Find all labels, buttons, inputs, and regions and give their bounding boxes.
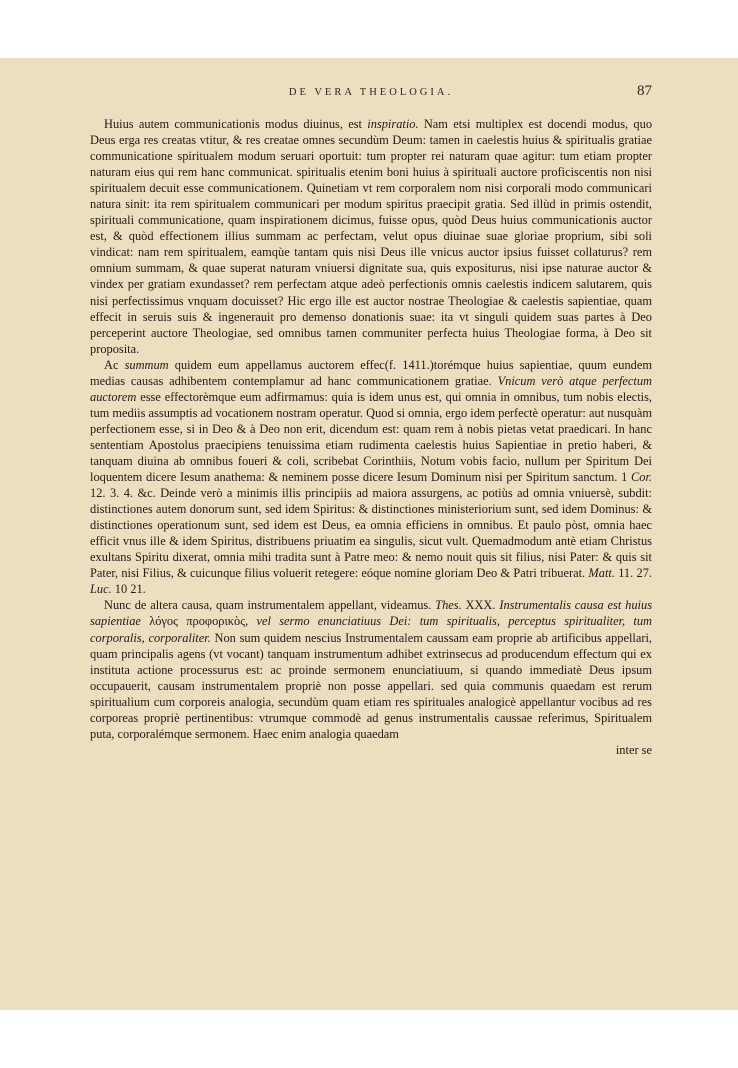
text-run: esse effectorèmque eum adfirmamus: quia is idem unus est, qui omnia in omnibus, tum nobis electis, tum mediis assumptis ad vocationem nostram operatur. Quod si omnia, ergo idem perfectè operatur: aut nusquàm perfectionem esse, si in Deo & à Deo non erit, dicendum est: quam rem à nobis pietas vetat praedicari. In hanc sententiam Apostolus praecipiens tenuissima etiam rudimenta caelestis huius Sapientiae in pretio haberi, & tanquam diuina ab omnibus foueri & coli, scribebat Corinthiis, Notum vobis facio, nullum per Spiritum Dei loquentem dicere Iesum anathema: & neminem posse dicere Iesum Dominum nisi per Spiritum sanctum. 1 (90, 389, 652, 485)
text-run: 10 21. (111, 582, 146, 597)
paragraph-1 (90, 116, 652, 357)
italic-term: inspiratio. (367, 117, 419, 131)
citation: Thes. (435, 598, 462, 613)
italic-term: summum (124, 357, 169, 372)
text-run: 11. 27. (614, 566, 652, 581)
paragraph-3 (90, 597, 652, 741)
page-number: 87 (637, 83, 652, 99)
paragraph-2 (90, 357, 652, 598)
running-title: DE VERA THEOLOGIA. (288, 87, 454, 98)
text-run: Nam etsi multiplex est docendi modus, quo Deus erga res creatas vtitur, & res creatae omnes secundùm Deum: tamen in caelestis huius & spiritualis gratiae communicatione spiritualem modum seruari oportuit: tum propter rei naturam quae agitur: tum etiam propter naturam eius qui rem hanc communicat. spiritualis etenim boni huius à spirituali auctore proficiscentis non nisi spiritualem decuit esse communicationem. Quinetiam vt rem corporalem nom nisi corporali modo communicari natura sinit: ita rem spiritualem communicari per modum spiritus praecipit gratia. Sed illùd in primis ostendit, spirituali communicatione, quam inspirationem dicimus, fuisse opus, quòd Deus huius communicationis auctor est, & quòd effectionem illius summam ac perfectam, velut opus diuinae suae gloriae proprium, sibi soli vindicat: nam rem spiritualem, eamqùe tantam quis nisi Deus ille vnicus auctor ipsius fuisset collaturus? rem omnium summam, & quae superat naturam vniuersi dignitate sua, quis expositurus, nisi ipse naturae auctor & vindex per gratiam exundasset? rem perfectam atque adeò perfectionis omnis caelestis indicem salutarem, quis nisi perfectissimus vnquam docuisset? Hic ergo ille est auctor nostrae Theologiae & caelestis sapientiae, quam effecit in seruis suis & ingenerauit pro demenso donationis suae: ita vt singuli quidem suas partes à Deo perceperint auctore Theologiae, sed omnibus tamen communiter perfecta huius Theologiae forma, à Deo sit proposita. (90, 117, 653, 356)
thesis-statement: Instrumentalis causa est huius sapientiae (90, 598, 653, 629)
text-run: Huius autem communicationis modus diuinus, est (104, 117, 368, 131)
text-run: 12. 3. 4. &c. Deinde verò a minimis illis principiis ad maiora assurgens, ac potiùs ad omnia vniuersè, subdit: distinctiones autem donorum sunt, sed idem Spiritus: & distinctiones ministeriorium sunt, sed idem Dominus: & distinctiones operationum sunt, sed idem est Deus, ea omnia efficiens in omnibus. Et paulo pòst, omnia haec efficit vnus ille & idem Spiritus, distribuens priuatim ea singulis, sicut vult. Quemadmodum antè etiam Christus exultans Spiritu dixerat, omnia mihi tradita sunt à Patre meo: & nemo nouit quis sit filius, nisi Pater: & quis sit Pater, nisi Filius, & cuicunque filius voluerit retegere: eóque nomine gloriam Deo & Patri tribuerat. (90, 486, 652, 581)
page-header (90, 85, 652, 103)
thesis-statement: vel sermo enunciatiuus Dei: tum spiritualis, perceptus spiritualiter, tum corporalis, corporaliter. (90, 614, 653, 645)
text-run: Ac (104, 357, 125, 372)
citation: Cor. (630, 470, 652, 485)
text-run: Nunc de altera causa, quam instrumentalem appellant, videamus. (104, 598, 436, 613)
italic-term: Vnicum verò atque perfectum auctorem (90, 373, 652, 404)
text-run: Non sum quidem nescius Instrumentalem caussam eam proprie ab artificibus appellari, quam principalis agens (vt vocant) tanquam instrumentum adhibet extrinsecus ad producendum effectum qui ex instituta actione processurus est: ac proinde sermonem enunciatiuum, si quando immediatè Deus ipsum occupauerit, causam instrumentalem propriè non posse appellari. sed quia communis quaedam est rerum spiritualium cum corporeis analogia, secundùm quam etiam res spirituales analogicè appellantur vocibus ad res corporeas propriè pertinentibus: vtrumque commodè ad genus instrumentalis caussae referimus, Spiritualem puta, corporalémque sermonem. Haec enim analogia quaedam (90, 630, 652, 741)
catchword: inter se (615, 742, 652, 757)
text-run: quidem eum appellamus auctorem effec(f. 1411.)torémque huius sapientiae, quum eundem medias causas adhibentem contemplamur ad hanc communicationem gratiae. (90, 357, 653, 388)
text-run: XXX. (461, 598, 500, 613)
citation: Matt. (588, 566, 615, 581)
citation: Luc. (90, 582, 112, 597)
body-text (90, 116, 652, 758)
greek-phrase: λόγος προφορικὸς, (140, 614, 257, 629)
